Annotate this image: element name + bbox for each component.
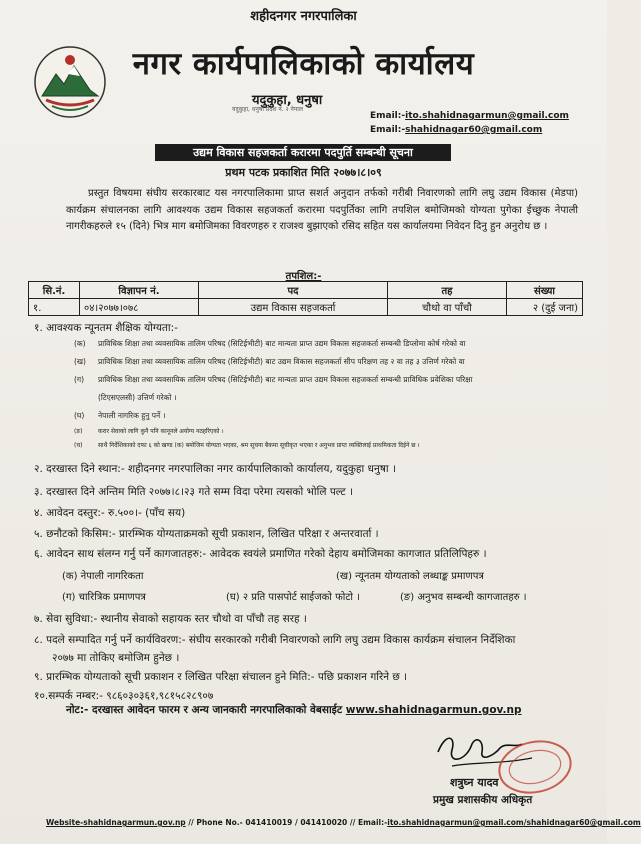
point-application-place: २. दरखास्त दिने स्थान:- शहीदनगर नगरपालिका नगर कार्यपालिकाको कार्यालय, यदुकुहा धनुषा । [34,463,396,475]
email-label: Email:- [370,125,406,135]
footer-email-label: Email:- [357,818,388,827]
list-item: (ङ) करार सेवाको लागि कुनै पनि कानूनले अयोग्य नठहरिएको । [74,428,224,435]
footer-email-2[interactable]: /shahidnagar60@gmail.com [523,818,641,827]
office-address-stamp-text: यदुकुहा, धनुषा प्रदेश नं. २ नेपाल [232,106,303,113]
col-level: तह [388,282,507,299]
vacancy-table [28,281,583,316]
footer-phone: // Phone No.- 041410019 / 041410020 // [185,818,358,827]
office-title: नगर कार्यपालिकाको कार्यालय [132,46,475,82]
list-item: (घ) नेपाली नागरिक हुनु पर्ने । [74,411,166,420]
document-marksheet: (ख) न्यूनतम योग्यताको लब्धाङ्क प्रमाणपत्र [336,571,484,582]
table-header-row [29,282,583,299]
point-documents: ६. आवेदन साथ संलग्न गर्नु पर्ने कागजातहरु:- आवेदक स्वयंले प्रमाणित गरेको देहाय बमोजिमका कागजात प्रतिलिपिहरु । [34,548,487,560]
list-item: (ग) प्राविधिक शिक्षा तथा व्यवसायिक तालिम परिषद (सिटिईभीटी) बाट मान्यता प्राप्त उद्यम विकास सहजकर्ता सम्बन्धी प्राविधिक प्रवेशिका परिक्षा [74,375,473,384]
point-exam-date: ९. प्रारम्भिक योग्यताको सूची प्रकाशन र लिखित परिक्षा संचालन हुने मिति:- पछि प्रकाशन गरिने छ । [34,671,408,683]
email-label: Email:- [370,111,406,121]
email-line-2 [370,125,542,135]
list-item: (टिएसएलसी) उत्तिर्ण गरेको । [98,393,177,402]
document-photo: (घ) २ प्रति पासपोर्ट साईजको फोटो । [226,592,360,603]
list-item: (क) प्राविधिक शिक्षा तथा व्यवसायिक तालिम परिषद (सिटिईभीटी) बाट मान्यता प्राप्त उद्यम विकास सहजकर्ता सम्बन्धी डिप्लोमा कोर्ष गरेको वा [74,339,466,348]
cell-serial: १. [29,299,80,316]
footer-contact [46,818,641,827]
col-position: पद [199,282,388,299]
col-serial: सि.नं. [29,282,80,299]
point-job-description-cont: २०७७ मा तोकिए बमोजिम हुनेछ । [52,652,180,664]
col-count: संख्या [507,282,583,299]
website-link[interactable]: www.shahidnagarmun.gov.np [345,704,522,716]
document-citizenship: (क) नेपाली नागरिकता [62,571,144,582]
details-heading: तपशिल:- [285,271,322,282]
point-fee: ४. आवेदन दस्तुर:- रु.५००।- (पाँच सय) [34,507,186,519]
official-stamp-icon [495,738,575,796]
cell-count: २ (दुई जना) [507,299,583,316]
cell-ad-number: ०४।२०७७।०७८ [80,299,199,316]
point-selection: ५. छनौटको किसिम:- प्रारम्भिक योग्यताक्रमको सूची प्रकाशन, लिखित परिक्षा र अन्तरवार्ता । [34,528,379,540]
intro-paragraph: प्रस्तुत विषयमा संघीय सरकारबाट यस नगरपालिकामा प्राप्त सशर्त अनुदान तर्फको गरीबी निवारणको लागि लघु उद्यम विकास (मेडपा) कार्यक्रम संचालनका लागि आवश्यक उद्यम विकास सहजकर्ता करारमा पदपुर्तिका लागि तपशिल बमोजिमको योग्यता पुगेका ईच्छुक नेपाली नागरीकहरुले १५ (दिने) भित्र माग बमोजिमका विवरणहरु र राजश्व बुझाएको रसिद सहित यस कार्यालयमा निवेदन दिनु हुन अनुरोध छ । [66,188,578,232]
point-contact: १०.सम्पर्क नम्बर:- ९८६०३०३६१,९८१५८२८९०७ [34,690,214,702]
signatory-name: शत्रुघ्न यादव [450,776,499,789]
requirements-heading: १. आवश्यक न्यूनतम शैक्षिक योग्यता:- [34,322,178,334]
document-character: (ग) चारित्रिक प्रमाणपत्र [62,592,146,603]
signatory-designation: प्रमुख प्रशासकीय अधिकृत [433,794,533,806]
cell-level: चौथो वा पाँचौ [388,299,507,316]
email-link-1[interactable]: ito.shahidnagarmun@gmail.com [405,111,569,121]
point-benefits: ७. सेवा सुविधा:- स्थानीय सेवाको सहायक स्तर चौथो वा पाँचौ तह सरह । [34,613,307,625]
point-deadline: ३. दरखास्त दिने अन्तिम मिति २०७७।८।२३ गते सम्म विदा परेमा त्यसको भोलि पल्ट । [34,486,353,498]
office-address: यदुकुहा, धनुषा [252,93,323,108]
document-experience: (ङ) अनुभव सम्बन्धी कागजातहरु । [400,592,527,603]
list-item: (ख) प्राविधिक शिक्षा तथा व्यवसायिक तालिम परिषद (सिटिईभीटी) बाट उद्यम विकास सहजकर्ता सीप परिक्षण तह २ वा तह ३ उत्तिर्ण गरेको वा [74,357,465,366]
list-item: (च) साथै निर्देशिकाको दफा ६ को खण्ड (क) बमोजिम योग्यता भएका, श्रम सूचना बैकमा सूचीकृत भएका र अनुभव प्राप्त व्यक्तिलाई प्राथमिकता दिईने छ । [74,442,420,449]
footer-website[interactable]: Website-shahidnagarmun.gov.np [46,818,186,827]
footer-email[interactable]: ito.shahidnagarmun@gmail.com [387,818,524,827]
email-line-1 [370,111,569,121]
municipality-name: शहीदनगर नगरपालिका [250,9,357,24]
point-job-description: ८. पदले सम्पादित गर्नु पर्ने कार्यविवरण:- संघीय सरकारको गरीबी निवारणको लागि लघु उद्यम विकास कार्यक्रम संचालन निर्देशिका [34,634,516,646]
cell-position: उद्यम विकास सहजकर्ता [199,299,388,316]
notice-banner: उद्यम विकास सहजकर्ता करारमा पदपुर्ति सम्बन्धी सूचना [155,144,451,161]
publication-date: प्रथम पटक प्रकाशित मिति २०७७।८।०९ [225,166,382,179]
col-ad-number: विज्ञापन नं. [80,282,199,299]
table-row [29,299,583,316]
website-note: नोट:- दरखास्त आवेदन फारम र अन्य जानकारी नगरपालिकाको वेबसाईट www.shahidnagarmun.gov.np [66,704,522,716]
email-link-2[interactable]: shahidnagar60@gmail.com [405,125,543,135]
